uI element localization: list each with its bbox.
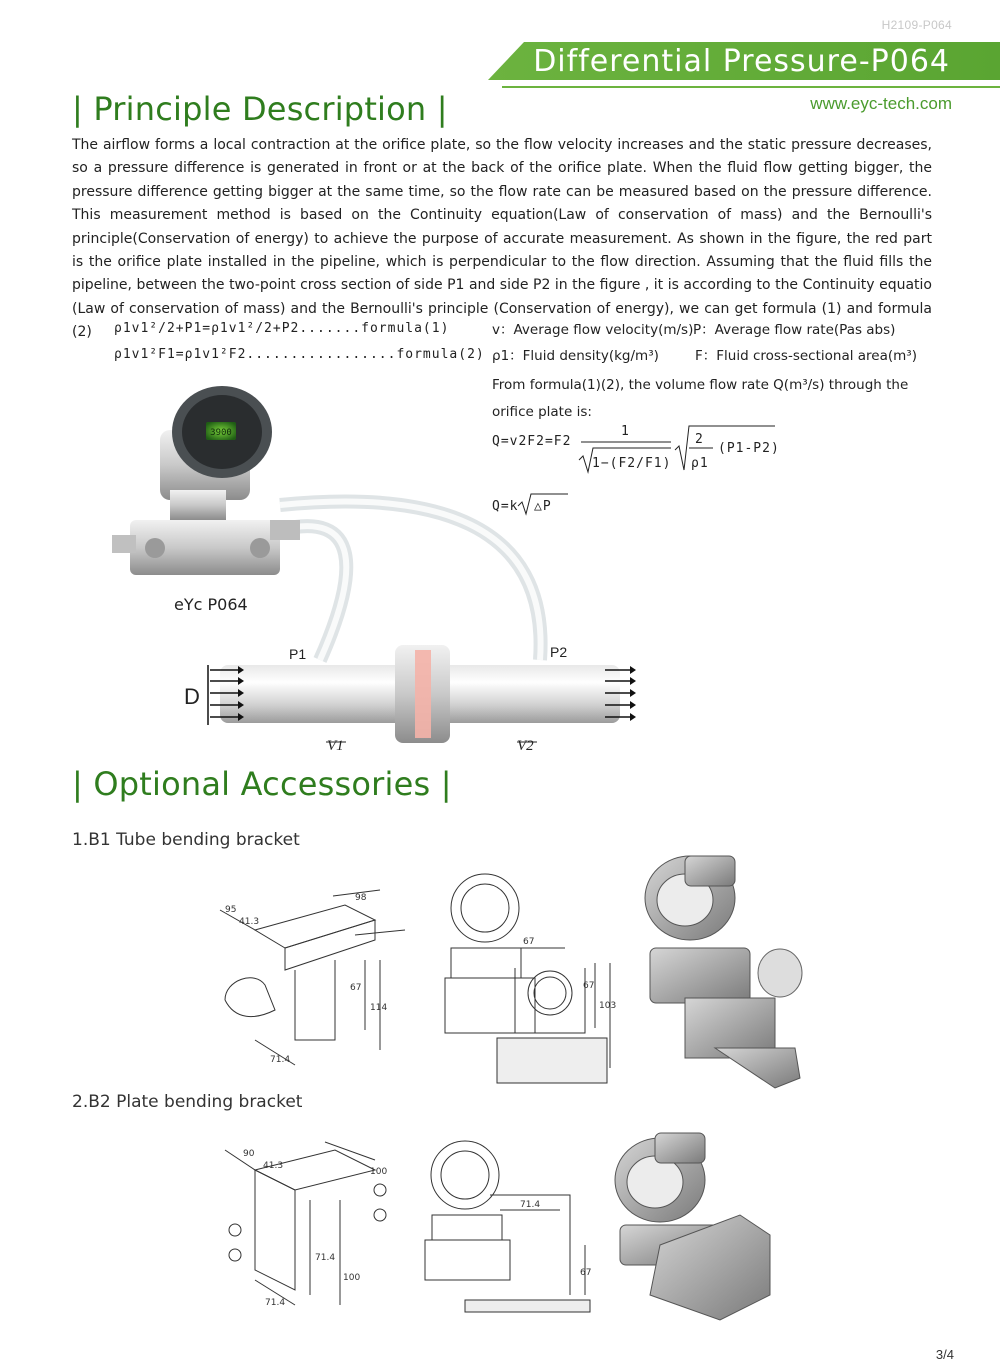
b2-3d-render [600,1125,790,1335]
b2-dim-41-3: 41.3 [263,1161,284,1171]
label-v1: V1 [327,738,344,754]
legend-area: F：Fluid cross-sectional area(m³) [695,348,917,364]
b1-3d-render [625,848,815,1108]
b1-front-dim-67: 67 [523,937,535,947]
label-diameter: D [184,684,200,709]
b2-front-dim-71-4: 71.4 [520,1200,541,1210]
principle-heading: | Principle Description | [72,90,448,128]
title-underline [502,86,1000,88]
b2-dim-90: 90 [243,1149,255,1159]
b2-label: 2.B2 Plate bending bracket [72,1092,303,1112]
flow-rate-text-2: orifice plate is: [492,404,592,420]
b2-dim-100-v: 100 [343,1273,361,1283]
b1-front-dim-67-v: 67 [583,981,595,991]
transmitter-pipe-illustration [110,370,630,790]
b1-bracket-drawing [215,890,415,1070]
equation-denominator-2: ρ1 [691,456,709,471]
page-number: 3/4 [935,1347,954,1362]
label-p1: P1 [289,646,307,662]
b1-front-view-drawing [435,868,615,1088]
equation-numerator: 1 [621,424,630,439]
accessories-heading: | Optional Accessories | [72,765,452,803]
formula-1: ρ1v1²/2+P1=ρ1v1²/2+P2.......formula(1) [114,321,450,336]
b1-dim-71-4: 71.4 [270,1055,291,1065]
simple-equation-lhs: Q=k [492,499,519,514]
b1-label: 1.B1 Tube bending bracket [72,830,300,850]
legend-density: ρ1：Fluid density(kg/m³) [492,348,659,364]
page-title: Differential Pressure-P064 [533,44,950,79]
b2-front-dim-67: 67 [580,1268,592,1278]
principle-paragraph: The airflow forms a local contraction at the orifice plate, so the flow velocity increases and the static pressure decreases, so a pressure difference is generated in front or at the back of the orifice plate. When the fluid flow getting bigger, the pressure difference getting bigger at the same time, so the flow rate can be measured based on the pressure difference. This measurement method is based on the Continuity equation(Law of conservation of mass) and the Bernoulli's principle(Conservation of energy) to achieve the purpose of accurate measurement. As shown in the figure, the red part is the orifice plate installed in the pipeline, which is perpendicular to the flow direction. Assuming that the fluid fills the pipeline, between the two-point cross section of side P1 and side P2 in the figure , it is according to the Continuity equatio (Law of conservation of mass) and the Bernoulli's principle (Conservation of energy), we can get formula (1) and formula (2) [72,137,932,341]
b1-dim-98: 98 [355,893,367,903]
label-v2: V2 [517,738,534,754]
equation-lhs: Q=v2F2=F2 [492,434,572,449]
b1-dim-95: 95 [225,905,237,915]
website-link[interactable]: www.eyc-tech.com [810,94,952,113]
b1-front-dim-103: 103 [599,1001,617,1011]
b2-bracket-drawing [215,1140,415,1320]
document-code: H2109-P064 [881,18,952,32]
b1-dim-67: 67 [350,983,362,993]
lcd-value: 3900 [210,428,232,438]
legend-pressure: P：Average flow rate(Pas abs) [693,322,896,338]
label-p2: P2 [550,644,568,660]
simple-equation-radicand: △P [534,499,552,514]
equation-denominator: 1−(F2/F1) [592,456,672,471]
b2-dim-100: 100 [370,1167,388,1177]
b2-front-view-drawing [420,1135,600,1335]
b2-dim-71-4: 71.4 [265,1298,286,1308]
b1-dim-114: 114 [370,1003,388,1013]
equation-numerator-2: 2 [695,432,704,447]
equation-tail: (P1-P2) [718,441,780,456]
device-label: eYc P064 [174,595,248,614]
legend-velocity: v：Average flow velocity(m/s) [492,322,694,338]
flow-rate-text-1: From formula(1)(2), the volume flow rate Q(m³/s) through the [492,377,909,393]
formula-2: ρ1v1²F1=ρ1v1²F2.................formula(2) [114,347,485,362]
b2-dim-71-4-v: 71.4 [315,1253,336,1263]
b1-dim-41-3: 41.3 [239,917,260,927]
